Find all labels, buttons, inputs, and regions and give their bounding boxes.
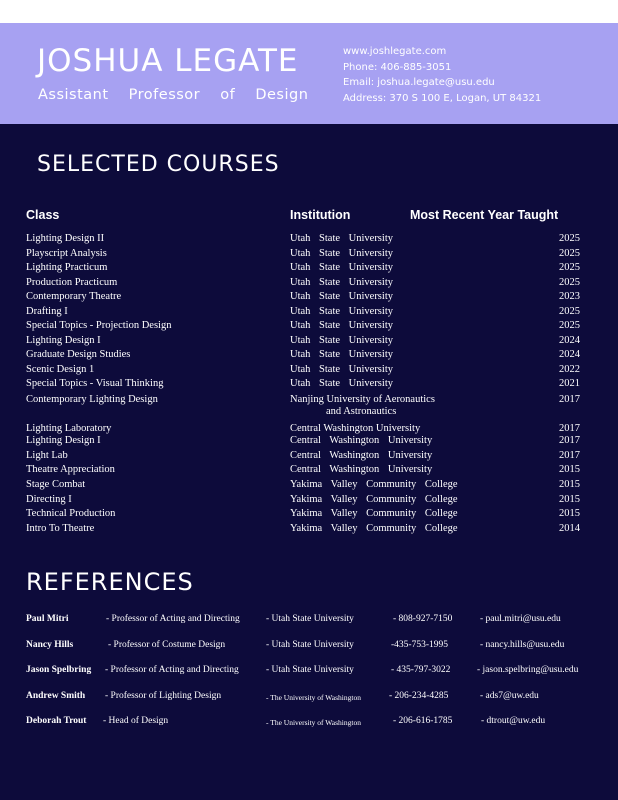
reference-phone: - 808-927-7150: [393, 614, 453, 624]
person-role: Assistant Professor of Design: [38, 87, 309, 103]
course-class: Playscript Analysis: [26, 247, 107, 259]
course-institution: Utah State University: [290, 305, 393, 317]
reference-phone: - 206-234-4285: [389, 691, 449, 701]
course-institution: Yakima Valley Community College: [290, 493, 458, 505]
course-year: 2025: [559, 305, 580, 317]
course-year: 2021: [559, 378, 580, 389]
header-banner: [0, 23, 618, 124]
reference-org: - The University of Washington: [266, 693, 361, 702]
course-year: 2023: [559, 291, 580, 302]
course-year: 2017: [559, 449, 580, 461]
course-year: 2014: [559, 523, 580, 534]
course-institution: Utah State University: [290, 233, 393, 244]
reference-org: - The University of Washington: [266, 718, 361, 727]
institution-line-2: and Astronautics: [326, 406, 397, 417]
course-institution: Yakima Valley Community College: [290, 523, 458, 534]
reference-org: - Utah State University: [266, 640, 354, 650]
course-institution: Central Washington University: [290, 464, 433, 475]
course-institution: Utah State University: [290, 320, 393, 331]
reference-phone: -435-753-1995: [391, 640, 448, 650]
reference-name: Nancy Hills: [26, 640, 74, 650]
reference-role: - Professor of Lighting Design: [105, 691, 222, 701]
reference-phone: - 435-797-3022: [391, 665, 451, 675]
institution-line-1: Nanjing University of Aeronautics: [290, 394, 435, 405]
column-header-year: Most Recent Year Taught: [410, 208, 559, 222]
course-class: Lighting Design I: [26, 435, 101, 446]
course-year: 2025: [559, 262, 580, 273]
column-header-institution: Institution: [290, 208, 351, 222]
course-class: Production Practicum: [26, 276, 118, 288]
website-link[interactable]: www.joshlegate.com: [343, 46, 447, 57]
reference-name: Deborah Trout: [26, 716, 87, 726]
course-class: Lighting Laboratory: [26, 423, 112, 434]
column-header-class: Class: [26, 208, 60, 222]
course-class: Stage Combat: [26, 479, 86, 490]
course-year: 2015: [559, 493, 580, 505]
course-year: 2025: [559, 247, 580, 259]
course-institution: [290, 394, 435, 418]
course-class: Lighting Practicum: [26, 262, 108, 273]
course-year: 2022: [559, 363, 580, 375]
reference-email[interactable]: - jason.spelbring@usu.edu: [477, 665, 579, 675]
course-year: 2015: [559, 479, 580, 490]
courses-heading: SELECTED COURSES: [37, 152, 280, 177]
course-institution: Central Washington University: [290, 435, 433, 446]
course-class: Scenic Design 1: [26, 363, 95, 375]
course-institution: Utah State University: [290, 378, 393, 389]
course-year: 2015: [559, 508, 580, 519]
course-class: Special Topics - Visual Thinking: [26, 378, 164, 389]
reference-name: Paul Mitri: [26, 614, 69, 624]
reference-email[interactable]: - paul.mitri@usu.edu: [480, 614, 561, 624]
reference-email[interactable]: - dtrout@uw.edu: [481, 716, 546, 726]
course-institution: Utah State University: [290, 349, 393, 360]
course-class: Graduate Design Studies: [26, 349, 131, 360]
course-year: 2024: [559, 334, 580, 346]
course-class: Directing I: [26, 493, 72, 505]
course-year: 2025: [559, 233, 580, 244]
reference-phone: - 206-616-1785: [393, 716, 453, 726]
course-year: 2025: [559, 320, 580, 331]
course-class: Technical Production: [26, 508, 116, 519]
person-name: JOSHUA LEGATE: [37, 43, 299, 79]
reference-email[interactable]: - ads7@uw.edu: [480, 691, 539, 701]
reference-name: Jason Spelbring: [26, 665, 92, 675]
email-link[interactable]: Email: joshua.legate@usu.edu: [343, 77, 495, 88]
course-institution: Yakima Valley Community College: [290, 508, 458, 519]
course-class: Theatre Appreciation: [26, 464, 115, 475]
address-text: Address: 370 S 100 E, Logan, UT 84321: [343, 92, 542, 104]
course-institution: Utah State University: [290, 291, 393, 302]
course-institution: Central Washington University: [290, 423, 421, 434]
course-institution: Utah State University: [290, 262, 393, 273]
course-institution: Utah State University: [290, 334, 393, 346]
course-institution: Yakima Valley Community College: [290, 479, 458, 490]
course-year: 2017: [559, 423, 580, 434]
reference-org: - Utah State University: [266, 665, 354, 675]
course-year: 2015: [559, 464, 580, 475]
course-class: Lighting Design II: [26, 233, 105, 244]
reference-role: - Head of Design: [103, 716, 169, 726]
reference-role: - Professor of Costume Design: [108, 640, 226, 650]
course-class: Lighting Design I: [26, 334, 101, 346]
course-class: Light Lab: [26, 449, 68, 461]
reference-name: Andrew Smith: [26, 691, 86, 701]
course-class: Contemporary Lighting Design: [26, 394, 158, 405]
course-class: Intro To Theatre: [26, 523, 95, 534]
course-year: 2024: [559, 349, 580, 360]
course-class: Contemporary Theatre: [26, 291, 122, 302]
course-institution: Utah State University: [290, 247, 393, 259]
references-heading: REFERENCES: [26, 568, 194, 596]
course-class: Drafting I: [26, 305, 68, 317]
course-year: 2017: [559, 394, 580, 405]
resume-page: [0, 23, 618, 800]
course-year: 2017: [559, 435, 580, 446]
reference-org: - Utah State University: [266, 614, 354, 624]
contact-block: [343, 44, 541, 106]
course-institution: Utah State University: [290, 363, 393, 375]
course-institution: Central Washington University: [290, 449, 433, 461]
phone-text: Phone: 406-885-3051: [343, 61, 452, 73]
reference-role: - Professor of Acting and Directing: [106, 614, 240, 624]
course-class: Special Topics - Projection Design: [26, 320, 172, 331]
reference-email[interactable]: - nancy.hills@usu.edu: [480, 640, 565, 650]
reference-role: - Professor of Acting and Directing: [105, 665, 239, 675]
course-institution: Utah State University: [290, 276, 393, 288]
course-year: 2025: [559, 276, 580, 288]
